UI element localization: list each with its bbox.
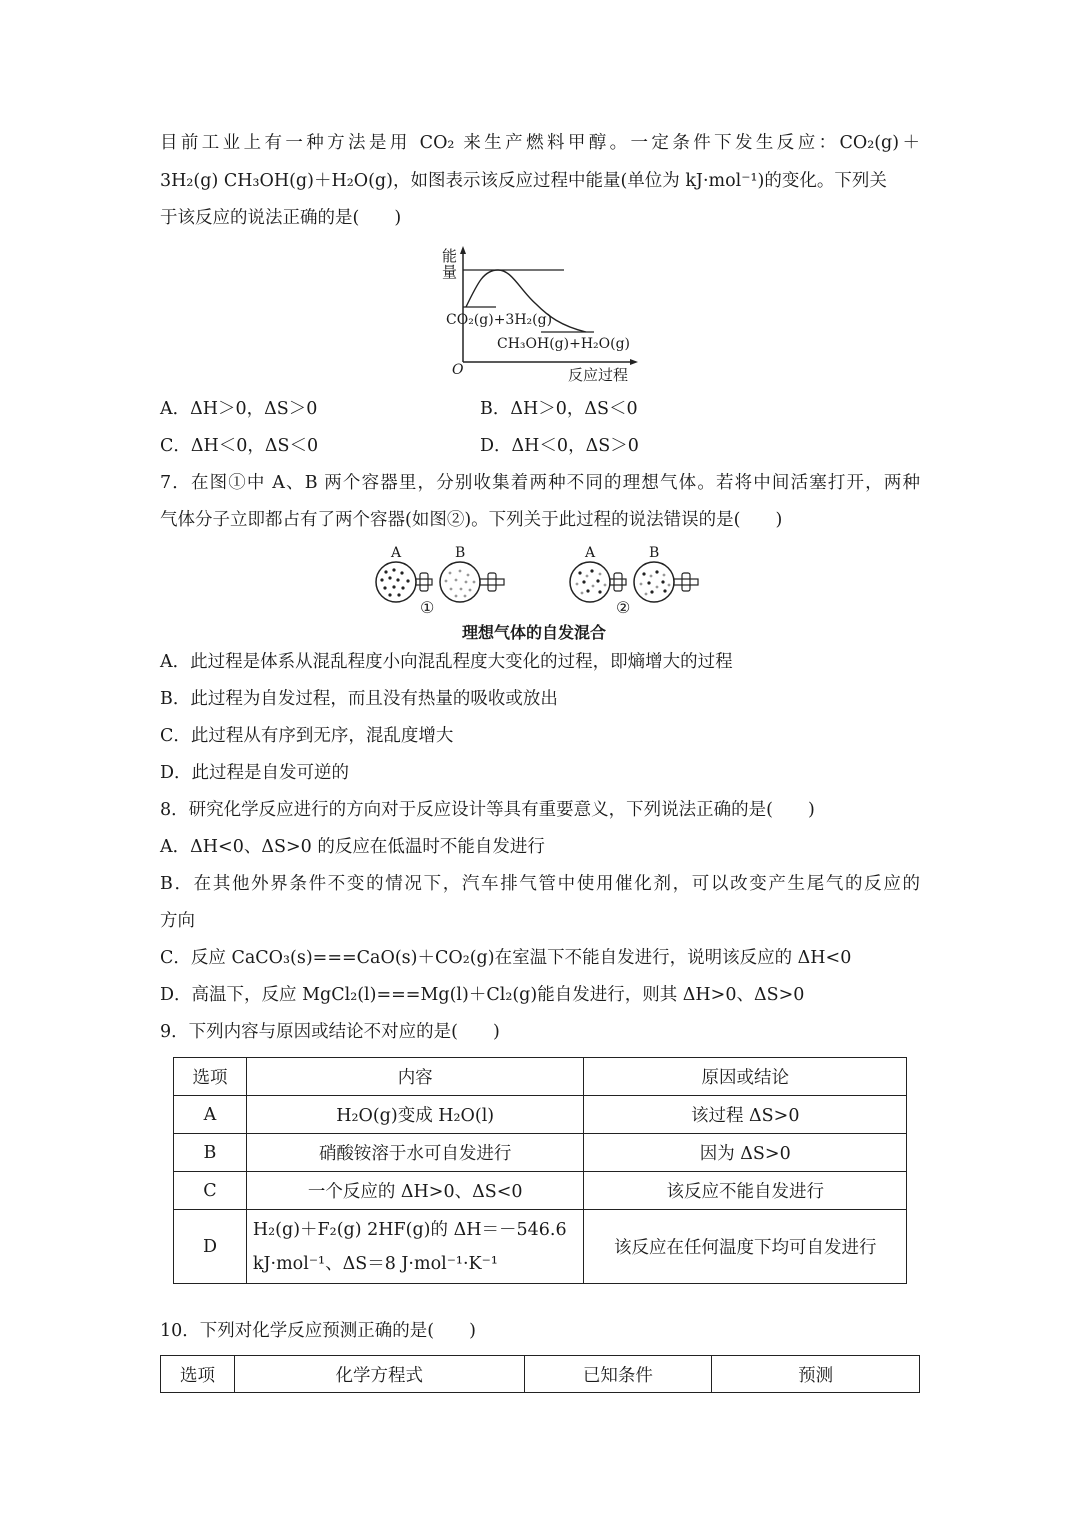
table-cell — [246, 1210, 584, 1284]
q7-option-c: C．此过程从有序到无序，混乱度增大 — [160, 726, 454, 746]
q7-option-d: D．此过程是自发可逆的 — [160, 763, 350, 783]
q6-option-d: D．ΔH＜0，ΔS＞0 — [480, 436, 639, 456]
table-header-cell: 内容 — [246, 1058, 584, 1096]
energy-axis-label: 能量 — [442, 247, 458, 281]
table-cell: 一个反应的 ΔH>0、ΔS<0 — [246, 1172, 584, 1210]
q7-option-b: B．此过程为自发过程，而且没有热量的吸收或放出 — [160, 689, 558, 709]
reactants-label: CO₂(g)+3H₂(g) — [446, 312, 553, 328]
row-d-content-line-1: H₂(g)＋F₂(g) 2HF(g)的 ΔH＝－546.6 — [252, 1219, 567, 1240]
table-cell: 硝酸铵溶于水可自发进行 — [246, 1134, 584, 1172]
q6-option-c: C．ΔH＜0，ΔS＜0 — [160, 436, 319, 456]
container-b-label-2: B — [649, 545, 660, 561]
table-row — [174, 1172, 907, 1210]
origin-label: O — [452, 362, 464, 378]
q9-stem: 9．下列内容与原因或结论不对应的是( ) — [160, 1022, 500, 1042]
q10-stem: 10．下列对化学反应预测正确的是( ) — [160, 1321, 476, 1341]
table-header-cell: 原因或结论 — [584, 1058, 907, 1096]
table-cell: 该反应在任何温度下均可自发进行 — [584, 1210, 907, 1284]
table-cell: 该反应不能自发进行 — [584, 1172, 907, 1210]
figure-2-number: ② — [616, 598, 631, 617]
figure-1-number: ① — [420, 598, 435, 617]
q9-table — [173, 1057, 907, 1284]
products-label: CH₃OH(g)+H₂O(g) — [497, 336, 631, 352]
intro-line-2: 3H₂(g) CH₃OH(g)＋H₂O(g)，如图表示该反应过程中能量(单位为 kJ·mol⁻¹)的变化。下列关 — [160, 171, 887, 191]
q7-option-a: A．此过程是体系从混乱程度小向混乱程度大变化的过程，即熵增大的过程 — [160, 652, 733, 672]
reaction-process-label: 反应过程 — [568, 366, 629, 384]
table-cell: C — [174, 1172, 247, 1210]
container-b-label-1: B — [455, 545, 466, 561]
table-header-cell: 已知条件 — [524, 1356, 712, 1393]
table-header-cell: 预测 — [712, 1356, 920, 1393]
table-cell: 该过程 ΔS>0 — [584, 1096, 907, 1134]
q8-stem: 8．研究化学反应进行的方向对于反应设计等具有重要意义，下列说法正确的是( ) — [160, 800, 815, 820]
q10-table — [160, 1355, 920, 1393]
q6-option-b: B．ΔH＞0，ΔS＜0 — [480, 399, 638, 419]
q6-option-a: A．ΔH＞0，ΔS＞0 — [160, 399, 318, 419]
table-cell: H₂O(g)变成 H₂O(l) — [246, 1096, 584, 1134]
q8-option-c: C．反应 CaCO₃(s)===CaO(s)＋CO₂(g)在室温下不能自发进行，说明该反应的 ΔH<0 — [160, 948, 852, 968]
q8-option-d: D．高温下，反应 MgCl₂(l)===Mg(l)＋Cl₂(g)能自发进行，则其 ΔH>0、ΔS>0 — [160, 985, 805, 1005]
table-header-cell: 选项 — [161, 1356, 235, 1393]
table-row — [174, 1096, 907, 1134]
table-row — [174, 1134, 907, 1172]
q8-option-a: A．ΔH<0、ΔS>0 的反应在低温时不能自发进行 — [160, 837, 545, 857]
container-a-label-2: A — [585, 545, 596, 561]
intro-line-1: 目前工业上有一种方法是用 CO₂ 来生产燃料甲醇。一定条件下发生反应：CO₂(g)＋ — [160, 133, 920, 153]
q8-option-b-line-1: B．在其他外界条件不变的情况下，汽车排气管中使用催化剂，可以改变产生尾气的反应的 — [160, 874, 920, 894]
table-cell: D — [174, 1210, 247, 1284]
figure-caption: 理想气体的自发混合 — [462, 623, 607, 642]
q7-stem-line-2: 气体分子立即都占有了两个容器(如图②)。下列关于此过程的说法错误的是( ) — [160, 510, 783, 530]
table-header-row — [161, 1356, 920, 1393]
table-cell: A — [174, 1096, 247, 1134]
table-cell: B — [174, 1134, 247, 1172]
table-header-cell: 选项 — [174, 1058, 247, 1096]
table-header-row — [174, 1058, 907, 1096]
row-d-content-line-2: kJ·mol⁻¹、ΔS＝8 J·mol⁻¹·K⁻¹ — [252, 1253, 498, 1274]
intro-line-3: 于该反应的说法正确的是( ) — [160, 208, 402, 228]
table-cell: 因为 ΔS>0 — [584, 1134, 907, 1172]
q7-stem-line-1: 7．在图①中 A、B 两个容器里，分别收集着两种不同的理想气体。若将中间活塞打开，两种 — [160, 473, 920, 493]
table-header-cell: 化学方程式 — [234, 1356, 524, 1393]
table-row — [174, 1210, 907, 1284]
container-a-label-1: A — [391, 545, 402, 561]
q8-option-b-line-2: 方向 — [160, 911, 195, 931]
